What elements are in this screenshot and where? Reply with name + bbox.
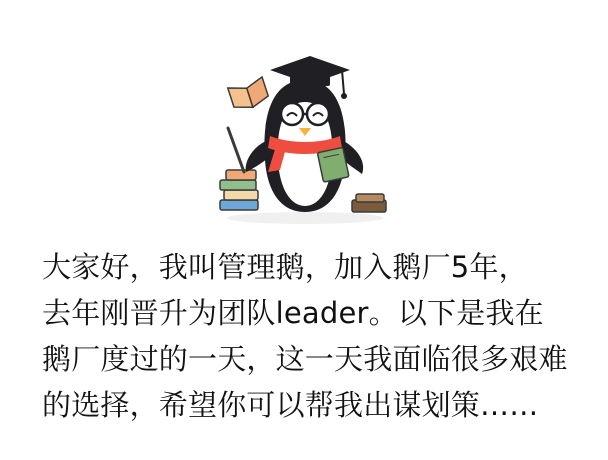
flying-book-icon [228,77,270,113]
held-book-icon [317,147,349,182]
pointer-stick-icon [228,128,244,172]
ground-shadow [227,212,383,224]
intro-paragraph [42,244,572,428]
intro-line: 大家好，我叫管理鹅，加入鹅厂5年， [42,250,528,284]
intro-line: 去年刚晋升为团队leader。以下是我在 [42,296,544,330]
intro-line: 的选择，希望你可以帮我出谋划策…… [42,388,539,422]
book-right-icon [352,194,386,212]
book-stack-left-icon [220,170,258,210]
graduate-penguin-mascot-icon [210,40,400,230]
intro-line: 鹅厂度过的一天，这一天我面临很多艰难 [42,342,568,376]
